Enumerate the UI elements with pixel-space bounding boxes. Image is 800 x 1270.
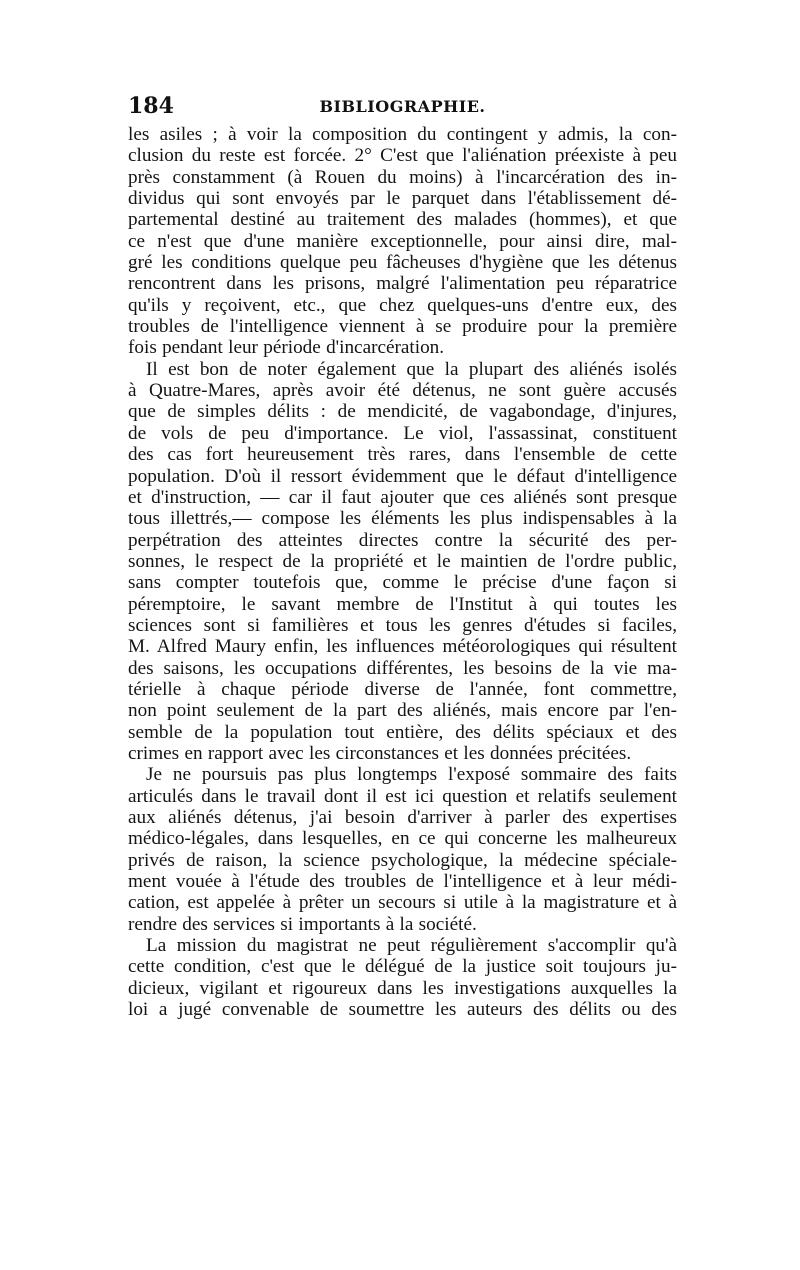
text-line: ment vouée à l'étude des troubles de l'intelligence et à leur médi- [128, 871, 677, 893]
running-title: BIBLIOGRAPHIE. [319, 97, 486, 116]
text-line: fois pendant leur période d'incarcération. [128, 337, 445, 359]
text-line: loi a jugé convenable de soumettre les auteurs des délits ou des [128, 999, 677, 1021]
text-line: médico-légales, dans lesquelles, en ce qui concerne les malheureux [128, 828, 677, 850]
text-line: ce n'est que d'une manière exceptionnelle, pour ainsi dire, mal- [128, 230, 677, 252]
text-line: sans compter toutefois que, comme le précise d'une façon si [128, 572, 677, 594]
body-text [128, 124, 677, 1020]
text-line: semble de la population tout entière, des délits spéciaux et des [128, 721, 677, 743]
running-head [128, 93, 677, 121]
text-line: rendre des services si importants à la société. [128, 913, 477, 935]
text-line: dividus qui sont envoyés par le parquet dans l'établissement dé- [128, 188, 677, 210]
text-line: et d'instruction, — car il faut ajouter que ces aliénés sont presque [128, 486, 677, 508]
text-line: clusion du reste est forcée. 2° C'est que l'aliénation préexiste à peu [128, 145, 677, 167]
text-line: crimes en rapport avec les circonstances et les données précitées. [128, 742, 632, 764]
text-line: troubles de l'intelligence viennent à se produire pour la première [128, 316, 677, 338]
text-line: que de simples délits : de mendicité, de vagabondage, d'injures, [128, 401, 677, 423]
text-line: La mission du magistrat ne peut régulièrement s'accomplir qu'à [146, 935, 677, 957]
text-line: non point seulement de la part des aliénés, mais encore par l'en- [128, 700, 677, 722]
text-line: cation, est appelée à prêter un secours si utile à la magistrature et à [128, 892, 677, 914]
page-number: 184 [128, 93, 174, 119]
text-line: partemental destiné au traitement des malades (hommes), et que [128, 209, 677, 231]
text-line: qu'ils y reçoivent, etc., que chez quelques-uns d'entre eux, des [128, 294, 677, 316]
text-line: perpétration des atteintes directes contre la sécurité des per- [128, 529, 677, 551]
text-line: population. D'où il ressort évidemment que le défaut d'intelligence [128, 465, 677, 487]
text-line: cette condition, c'est que le délégué de la justice soit toujours ju- [128, 956, 677, 978]
text-line: gré les conditions quelque peu fâcheuses d'hygiène que les détenus [128, 252, 677, 274]
text-line: articulés dans le travail dont il est ici question et relatifs seulement [128, 785, 677, 807]
text-line: de vols de peu d'importance. Le viol, l'assassinat, constituent [128, 422, 677, 444]
text-line: sonnes, le respect de la propriété et le maintien de l'ordre public, [128, 550, 677, 572]
text-line: térielle à chaque période diverse de l'année, font commettre, [128, 678, 677, 700]
text-line: Je ne poursuis pas plus longtemps l'exposé sommaire des faits [146, 764, 677, 786]
text-line: Il est bon de noter également que la plupart des aliénés isolés [146, 358, 677, 380]
text-line: près constamment (à Rouen du moins) à l'incarcération des in- [128, 166, 677, 188]
text-line: les asiles ; à voir la composition du contingent y admis, la con- [128, 124, 677, 145]
text-line: tous illettrés,— compose les éléments les plus indispensables à la [128, 508, 677, 530]
text-line: sciences sont si familières et tous les genres d'études si faciles, [128, 614, 677, 636]
text-line: rencontrent dans les prisons, malgré l'alimentation peu réparatrice [128, 273, 677, 295]
text-line: privés de raison, la science psychologique, la médecine spéciale- [128, 849, 677, 871]
text-line: à Quatre-Mares, après avoir été détenus, ne sont guère accusés [128, 380, 677, 402]
text-line: aux aliénés détenus, j'ai besoin d'arriver à parler des expertises [128, 807, 677, 828]
text-line: M. Alfred Maury enfin, les influences météorologiques qui résultent [128, 636, 677, 658]
text-line: dicieux, vigilant et rigoureux dans les investigations auxquelles la [128, 977, 677, 999]
text-line: péremptoire, le savant membre de l'Institut à qui toutes les [128, 593, 677, 615]
text-line: des saisons, les occupations différentes, les besoins de la vie ma- [128, 657, 677, 679]
text-line: des cas fort heureusement très rares, dans l'ensemble de cette [128, 444, 677, 466]
